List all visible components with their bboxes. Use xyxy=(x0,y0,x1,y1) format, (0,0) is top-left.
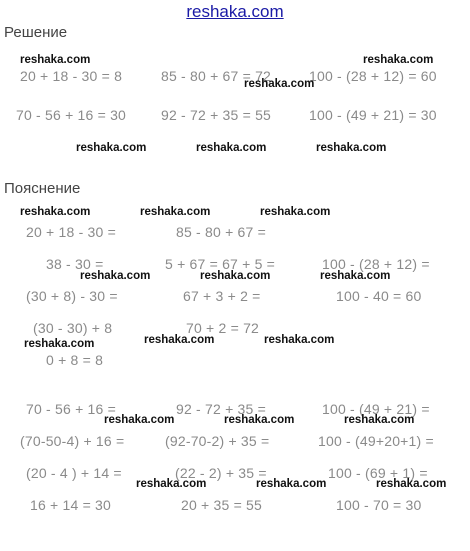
explanation-equation: (30 + 8) - 30 = xyxy=(26,288,118,304)
explanation-equation: (70-50-4) + 16 = xyxy=(20,433,125,449)
solution-heading: Решение xyxy=(4,24,68,41)
watermark: reshaka.com xyxy=(316,142,387,154)
watermark: reshaka.com xyxy=(24,338,95,350)
explanation-equation: 85 - 80 + 67 = xyxy=(176,224,266,240)
site-title-link[interactable]: reshaka.com xyxy=(186,2,284,21)
explanation-equation: 0 + 8 = 8 xyxy=(46,352,104,368)
watermark: reshaka.com xyxy=(20,206,91,218)
watermark: reshaka.com xyxy=(136,478,207,490)
explanation-equation: 67 + 3 + 2 = xyxy=(183,288,261,304)
explanation-equation: 20 + 35 = 55 xyxy=(181,497,263,513)
watermark: reshaka.com xyxy=(256,478,327,490)
solution-equation: 20 + 18 - 30 = 8 xyxy=(20,68,123,84)
explanation-equation: 5 + 67 = 67 + 5 = xyxy=(165,256,276,272)
explanation-equation: (22 - 2) + 35 = xyxy=(175,465,267,481)
watermark: reshaka.com xyxy=(20,54,91,66)
watermark: reshaka.com xyxy=(76,142,147,154)
explanation-equation: 16 + 14 = 30 xyxy=(30,497,112,513)
watermark: reshaka.com xyxy=(260,206,331,218)
watermark: reshaka.com xyxy=(244,78,315,90)
explanation-equation: 100 - (49+20+1) = xyxy=(318,433,434,449)
watermark: reshaka.com xyxy=(363,54,434,66)
solution-equation: 70 - 56 + 16 = 30 xyxy=(16,107,127,123)
watermark: reshaka.com xyxy=(144,334,215,346)
explanation-equation: (20 - 4 ) + 14 = xyxy=(26,465,122,481)
solution-equation: 85 - 80 + 67 = 72 xyxy=(161,68,272,84)
watermark: reshaka.com xyxy=(196,142,267,154)
watermark: reshaka.com xyxy=(104,414,175,426)
explanation-equation: 100 - 40 = 60 xyxy=(336,288,422,304)
watermark: reshaka.com xyxy=(80,270,151,282)
explanation-equation: 20 + 18 - 30 = xyxy=(26,224,116,240)
explanation-equation: 92 - 72 + 35 = xyxy=(176,401,266,417)
explanation-heading: Пояснение xyxy=(4,180,81,197)
watermark: reshaka.com xyxy=(200,270,271,282)
watermark: reshaka.com xyxy=(376,478,447,490)
explanation-equation: 70 - 56 + 16 = xyxy=(26,401,116,417)
explanation-equation: 100 - (49 + 21) = xyxy=(322,401,430,417)
solution-equation: 92 - 72 + 35 = 55 xyxy=(161,107,272,123)
explanation-equation: 38 - 30 = xyxy=(46,256,104,272)
watermark: reshaka.com xyxy=(140,206,211,218)
explanation-equation: (92-70-2) + 35 = xyxy=(165,433,270,449)
watermark: reshaka.com xyxy=(320,270,391,282)
watermark: reshaka.com xyxy=(344,414,415,426)
explanation-equation: 70 + 2 = 72 xyxy=(186,320,260,336)
watermark: reshaka.com xyxy=(224,414,295,426)
explanation-equation: 100 - 70 = 30 xyxy=(336,497,422,513)
explanation-equation: (30 - 30) + 8 xyxy=(33,320,113,336)
solution-equation: 100 - (28 + 12) = 60 xyxy=(309,68,437,84)
watermark: reshaka.com xyxy=(264,334,335,346)
explanation-equation: 100 - (69 + 1) = xyxy=(328,465,428,481)
explanation-equation: 100 - (28 + 12) = xyxy=(322,256,430,272)
solution-equation: 100 - (49 + 21) = 30 xyxy=(309,107,437,123)
